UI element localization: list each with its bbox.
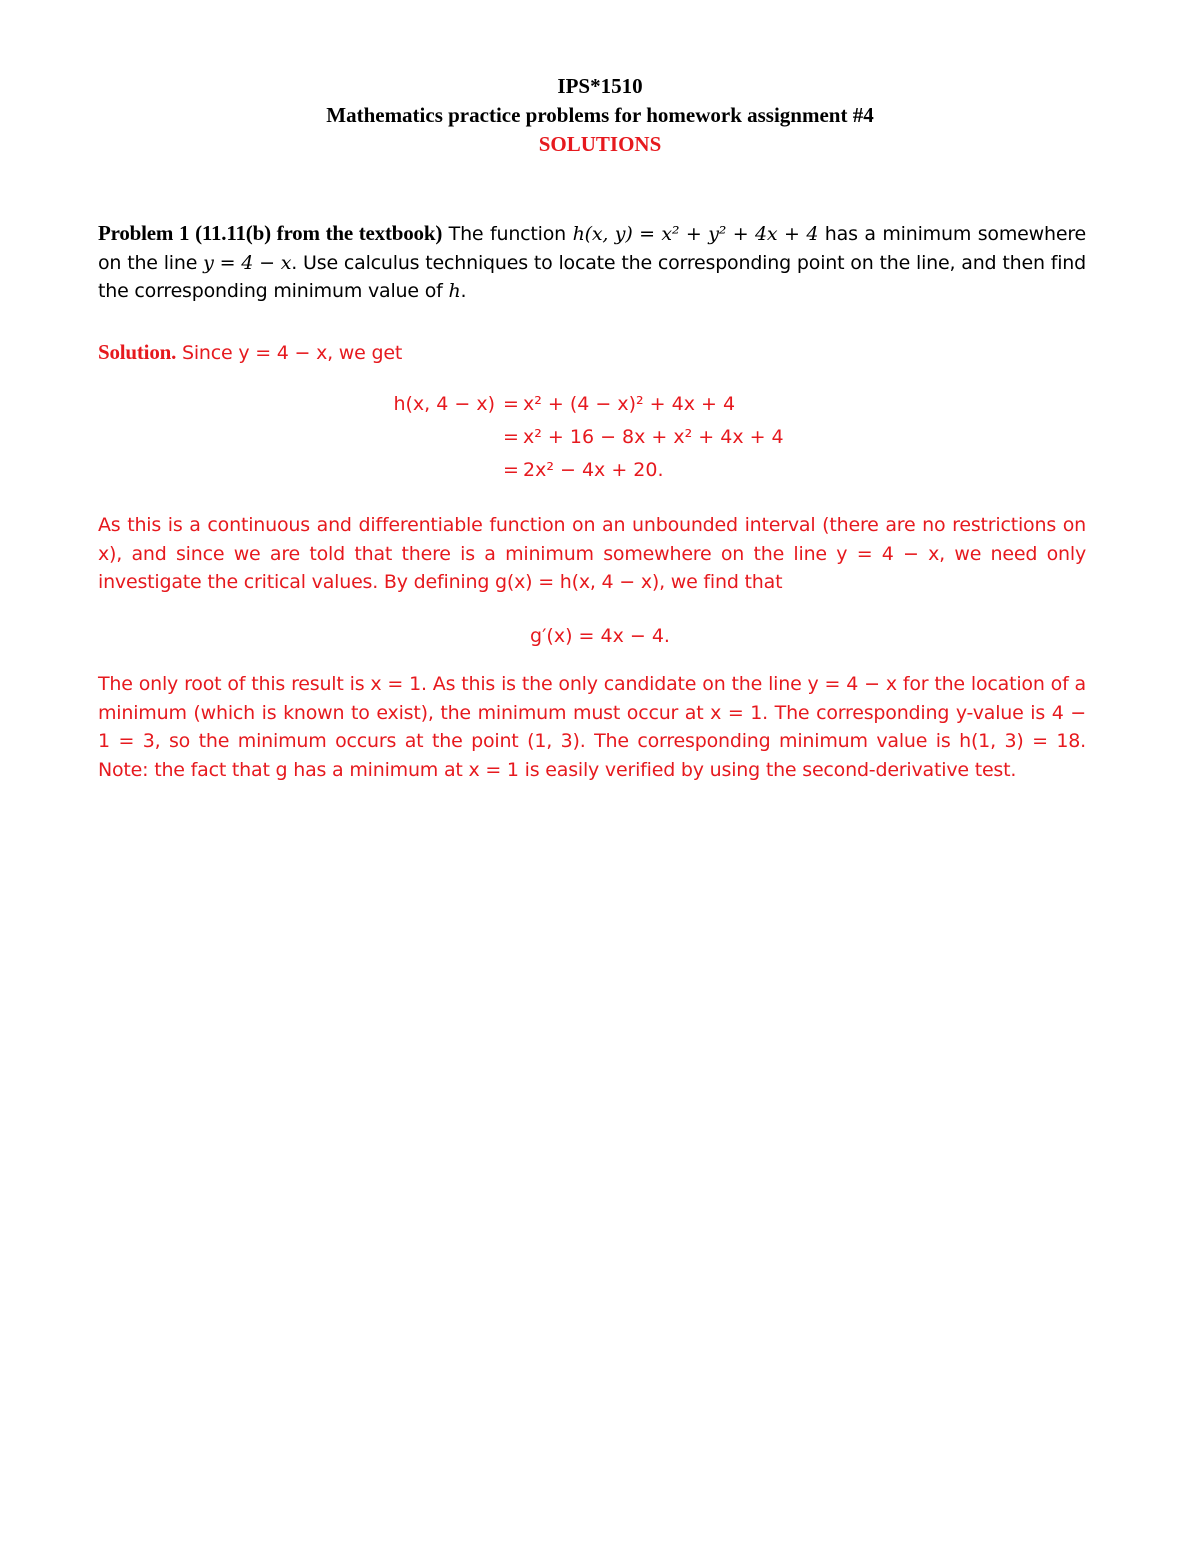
equation-lhs: h(x, 4 − x) xyxy=(393,393,495,415)
equals-sign: = xyxy=(503,426,519,448)
derivative-equation: g′(x) = 4x − 4. xyxy=(530,625,670,647)
solution-intro: Since y = 4 − x, we get xyxy=(176,342,403,364)
solutions-heading: SOLUTIONS xyxy=(538,132,662,156)
problem-label: Problem 1 (11.11(b) from the textbook) xyxy=(98,221,443,245)
document-title: Mathematics practice problems for homework assignment #4 xyxy=(326,103,874,127)
solution-intro-line xyxy=(98,338,1086,368)
equation-rhs-1: x² + (4 − x)² + 4x + 4 xyxy=(523,393,736,415)
problem-text-3: . Use calculus techniques to locate the corresponding point on the line, and then find the corresponding minimum value of xyxy=(98,251,1086,303)
solution-paragraph-1: As this is a continuous and differentiable function on an unbounded interval (there are no restrictions on x), and since we are told that there is a minimum somewhere on the line y = 4 − x, we need only investigate the critical values. By defining g(x) = h(x, 4 − x), we find that xyxy=(98,514,1086,594)
equation-row xyxy=(360,421,784,454)
problem-text-4: . xyxy=(460,280,467,303)
equation-rhs-3: 2x² − 4x + 20. xyxy=(523,459,664,481)
equation-rhs-2: x² + 16 − 8x + x² + 4x + 4 xyxy=(523,426,784,448)
problem-line: y = 4 − x xyxy=(203,251,292,274)
equation-block xyxy=(360,388,784,487)
problem-var: h xyxy=(448,280,461,303)
equals-sign: = xyxy=(503,393,519,415)
course-code: IPS*1510 xyxy=(557,74,643,98)
equals-sign: = xyxy=(503,459,519,481)
solution-label: Solution. xyxy=(98,340,177,364)
problem-text-1: The function xyxy=(442,223,573,245)
equation-row xyxy=(360,454,784,487)
problem-text-2: has a minimum somewhere on the line xyxy=(98,223,1086,274)
document-header xyxy=(0,72,1200,159)
solution-paragraph-2: The only root of this result is x = 1. As this is the only candidate on the line y = 4 − x for the location of a minimum (which is known to exist), the minimum must occur at x = 1. The corresponding y-value is 4 − 1 = 3, so the minimum occurs at the point (1, 3). The corresponding minimum value is h(1, 3) = 18. Note: the fact that g has a minimum at x = 1 is easily verified by using the second-derivative test. xyxy=(98,673,1086,781)
problem-statement xyxy=(98,219,1086,306)
problem-function: h(x, y) = x² + y² + 4x + 4 xyxy=(572,223,819,245)
equation-row xyxy=(360,388,784,421)
